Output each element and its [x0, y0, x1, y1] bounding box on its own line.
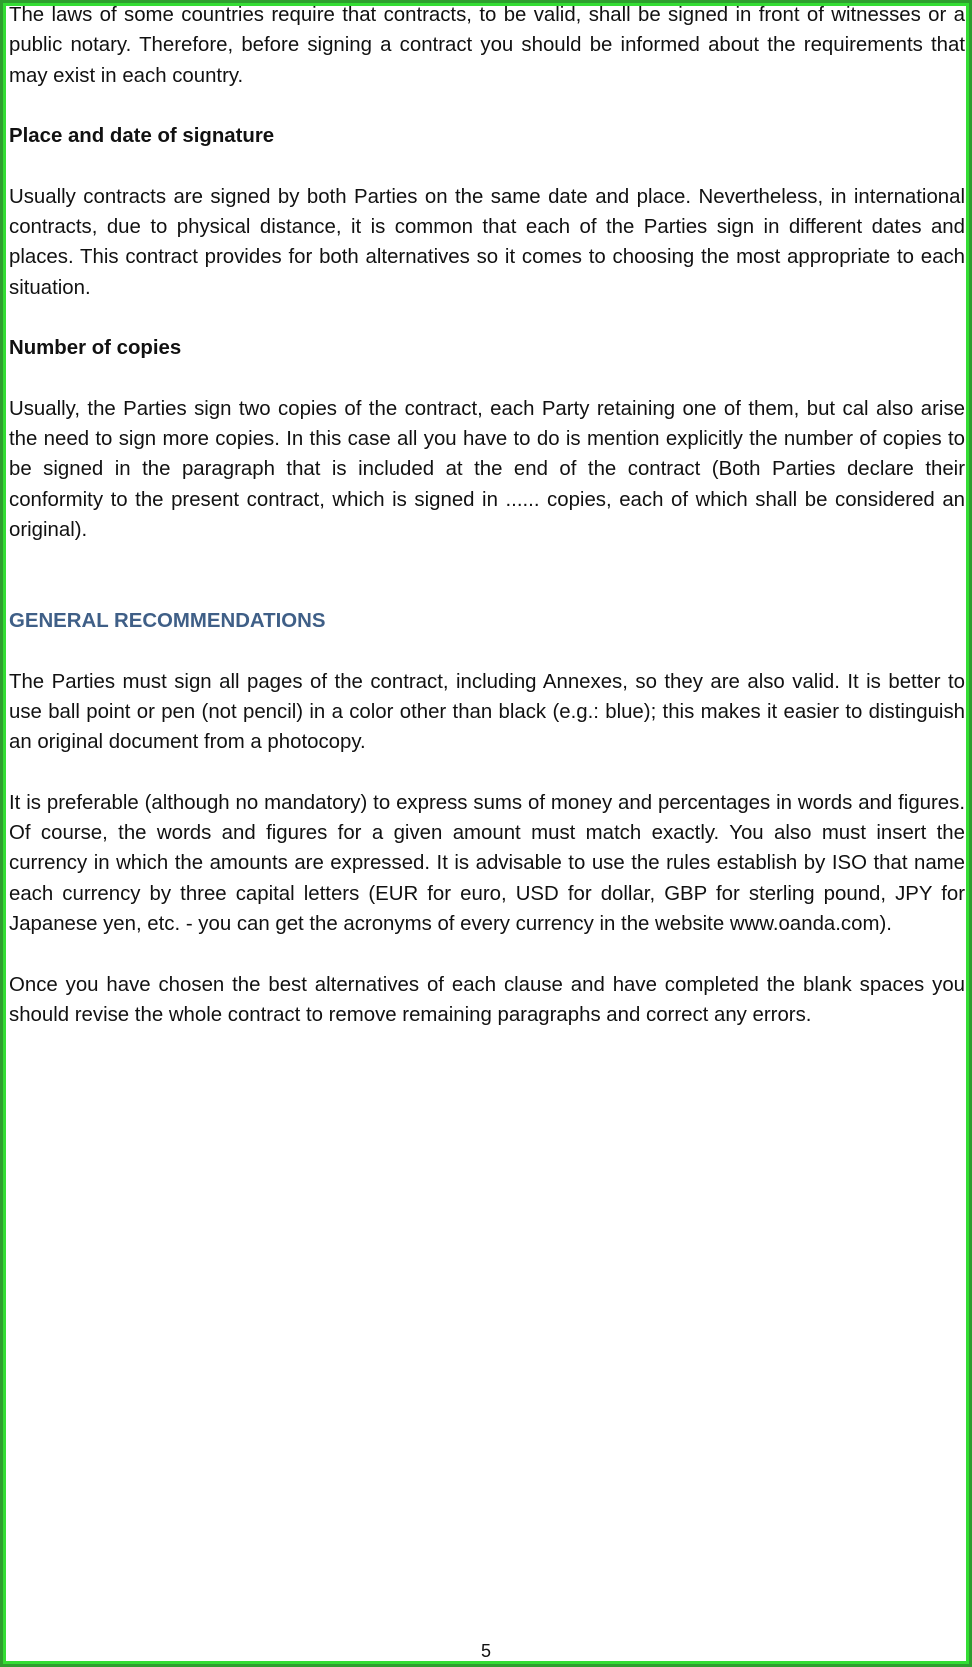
spacer [9, 576, 965, 606]
spacer [9, 303, 965, 333]
spacer [9, 91, 965, 121]
spacer [9, 636, 965, 666]
spacer [9, 151, 965, 181]
general-recommendations-heading: GENERAL RECOMMENDATIONS [9, 609, 326, 632]
page-number: 5 [480, 1641, 491, 1661]
copies-paragraph: Usually, the Parties sign two copies of the contract, each Party retaining one of them, but cal also arise the need to sign more copies. In this case all you have to do is mention explicitly the number of copies to be signed in the paragraph that is included at the end of the contract (Both Parties declare their conformity to the present contract, which is signed in ...... copies, each of which shall be considered an original). [9, 397, 965, 542]
general-paragraph-2: It is preferable (although no mandatory) to express sums of money and percentages in words and figures. Of course, the words and figures for a given amount must match exactly. You also must insert the currency in which the amounts are expressed. It is advisable to use the rules establish by ISO that name each currency by three capital letters (EUR for euro, USD for dollar, GBP for sterling pound, JPY for Japanese yen, etc. - you can get the acronyms of every currency in the website www.oanda.com). [9, 791, 965, 935]
spacer [9, 757, 965, 787]
spacer [9, 364, 965, 394]
spacer [9, 939, 965, 969]
general-paragraph-1: The Parties must sign all pages of the contract, including Annexes, so they are also valid. It is better to use ball point or pen (not pencil) in a color other than black (e.g.: blue); this makes it easier to distinguish an original document from a photocopy. [9, 670, 965, 754]
general-paragraph-3: Once you have chosen the best alternatives of each clause and have completed the blank spaces you should revise the whole contract to remove remaining paragraphs and correct any errors. [9, 973, 965, 1026]
intro-paragraph: The laws of some countries require that contracts, to be valid, shall be signed in front of witnesses or a public notary. Therefore, before signing a contract you should be informed about the requirements that may exist in each country. [9, 4, 965, 87]
copies-heading: Number of copies [9, 337, 182, 360]
place-date-heading: Place and date of signature [9, 125, 275, 148]
spacer [9, 545, 965, 575]
place-date-paragraph: Usually contracts are signed by both Parties on the same date and place. Nevertheless, in international contracts, due to physical distance, it is common that each of the Parties sign in different dates and places. This contract provides for both alternatives so it comes to choosing the most appropriate to each situation. [9, 185, 965, 299]
document-page [9, 0, 965, 1030]
